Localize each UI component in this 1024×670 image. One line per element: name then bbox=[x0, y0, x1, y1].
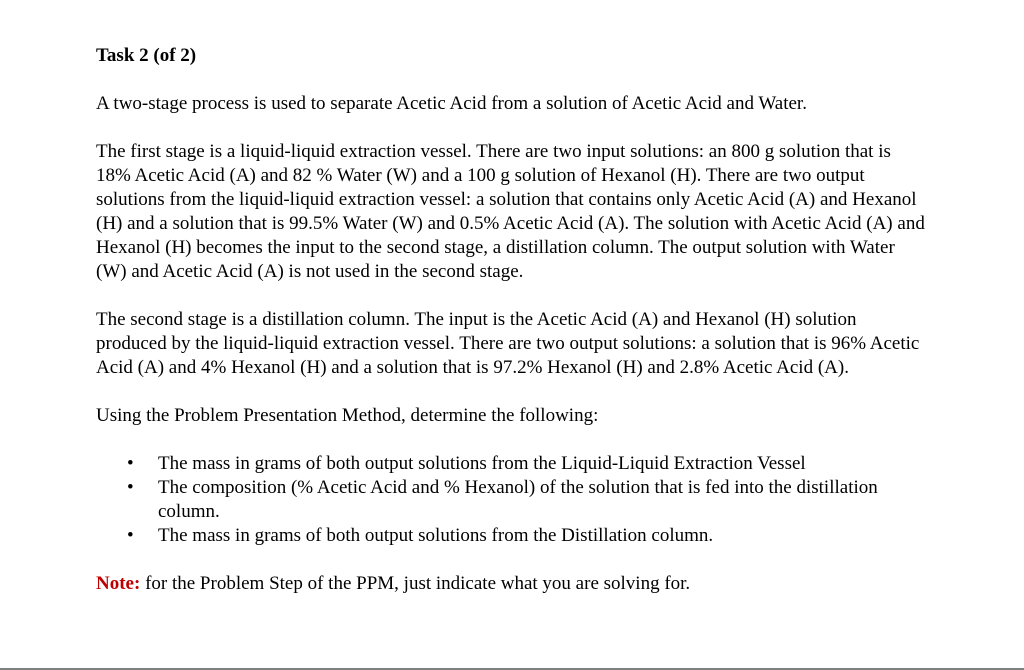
requirements-list bbox=[96, 452, 926, 548]
stage2-paragraph: The second stage is a distillation column. The input is the Acetic Acid (A) and Hexanol (H) solution produced by the liquid-liquid extraction vessel. There are two output solutions: a solution that is 96% Acetic Acid (A) and 4% Hexanol (H) and a solution that is 97.2% Hexanol (H) and 2.8% Acetic Acid (A). bbox=[96, 309, 920, 378]
list-item-text: The mass in grams of both output solutions from the Liquid-Liquid Extraction Vessel bbox=[158, 453, 806, 474]
note-label: Note: bbox=[96, 573, 141, 594]
bullet-icon: • bbox=[127, 453, 134, 474]
stage1-paragraph: The first stage is a liquid-liquid extraction vessel. There are two input solutions: an 800 g solution that is 18% Acetic Acid (A) and 82 % Water (W) and a 100 g solution of Hexanol (H). There are two output solutions from the liquid-liquid extraction vessel: a solution that contains only Acetic Acid (A) and Hexanol (H) and a solution that is 99.5% Water (W) and 0.5% Acetic Acid (A). The solution with Acetic Acid (A) and Hexanol (H) becomes the input to the second stage, a distillation column. The output solution with Water (W) and Acetic Acid (A) is not used in the second stage. bbox=[96, 141, 925, 282]
list-item bbox=[96, 452, 926, 476]
bullet-icon: • bbox=[127, 525, 134, 546]
task-title: Task 2 (of 2) bbox=[96, 45, 197, 66]
intro-paragraph: A two-stage process is used to separate Acetic Acid from a solution of Acetic Acid and Water. bbox=[96, 93, 807, 114]
bullet-icon: • bbox=[127, 477, 134, 498]
document-page bbox=[96, 44, 926, 596]
note-paragraph bbox=[96, 572, 926, 596]
note-text: for the Problem Step of the PPM, just indicate what you are solving for. bbox=[140, 573, 691, 594]
list-item bbox=[96, 476, 926, 524]
list-item-text: The mass in grams of both output solutions from the Distillation column. bbox=[158, 525, 714, 546]
list-item-text: The composition (% Acetic Acid and % Hexanol) of the solution that is fed into the distillation column. bbox=[158, 477, 878, 522]
instructions-paragraph: Using the Problem Presentation Method, determine the following: bbox=[96, 405, 599, 426]
list-item bbox=[96, 524, 926, 548]
